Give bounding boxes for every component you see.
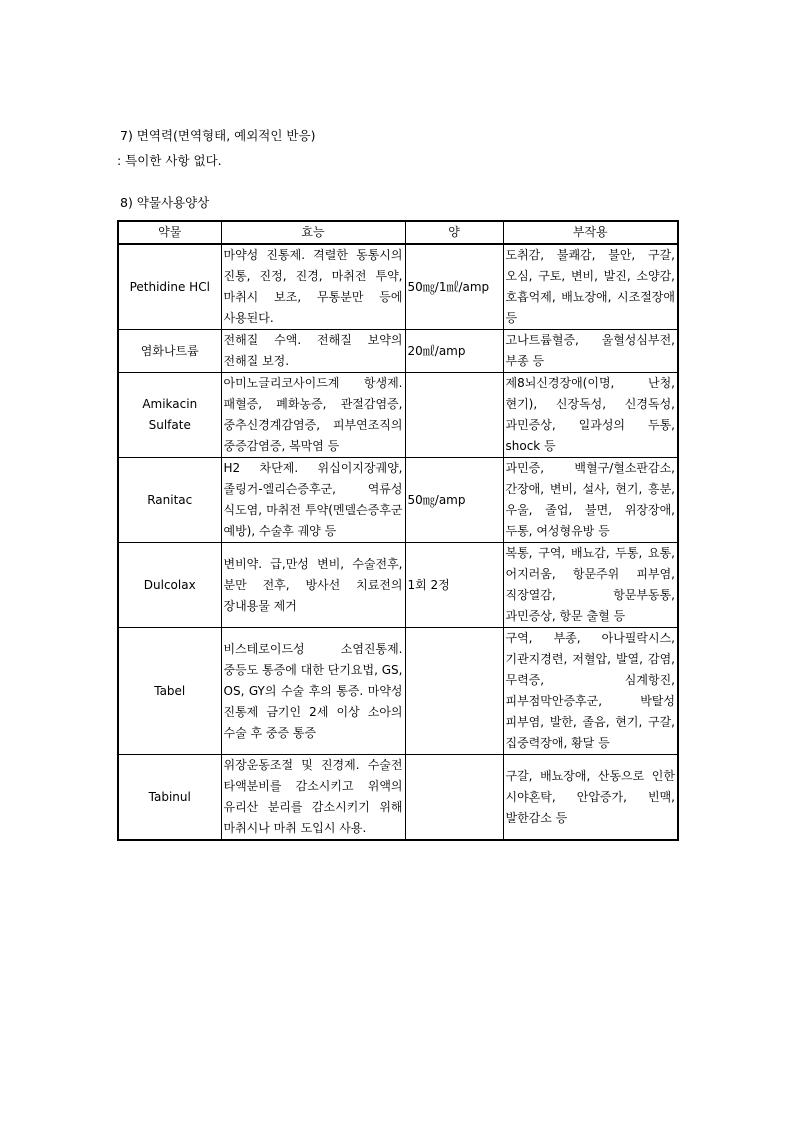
drug-amount: 50㎎/1㎖/amp: [405, 244, 503, 330]
drug-effect: H2 차단제. 위십이지장궤양, 졸링거-엘리슨증후군, 역류성 식도염, 마취전 투약(멘델슨증후군 예방), 수술후 궤양 등: [221, 458, 405, 543]
drug-side-effect: 도취감, 불쾌감, 불안, 구갈, 오심, 구토, 변비, 발진, 소양감, 호흡억제, 배뇨장애, 시조절장애 등: [503, 244, 678, 330]
drug-amount: 50㎎/amp: [405, 458, 503, 543]
drug-name: Pethidine HCl: [118, 244, 221, 330]
drug-amount: [405, 373, 503, 458]
drug-name: Amikacin Sulfate: [118, 373, 221, 458]
drug-amount: [405, 755, 503, 841]
header-drug: 약물: [118, 221, 221, 244]
drug-name: 염화나트륨: [118, 330, 221, 373]
header-side-effect: 부작용: [503, 221, 678, 244]
table-row: [118, 543, 678, 628]
section-7-title: 7) 면역력(면역형태, 예외적인 반응): [120, 128, 316, 143]
drug-effect: 비스테로이드성 소염진통제. 중등도 통증에 대한 단기요법, GS, OS, GY의 수술 후의 통증. 마약성 진통제 금기인 2세 이상 소아의 수술 후 중증 통증: [221, 628, 405, 755]
table-header-row: [118, 221, 678, 244]
drug-effect: 아미노글리코사이드계 항생제. 패혈증, 폐화농증, 관절감염증, 중추신경계감염증, 피부연조직의 중증감염증, 복막염 등: [221, 373, 405, 458]
drug-name: Tabinul: [118, 755, 221, 841]
drug-name: Tabel: [118, 628, 221, 755]
table-row: [118, 458, 678, 543]
table-row: [118, 628, 678, 755]
table-row: [118, 755, 678, 841]
drug-side-effect: 제8뇌신경장애(이명, 난청, 현기), 신장독성, 신경독성, 과민증상, 일과성의 두통, shock 등: [503, 373, 678, 458]
section-8-title: 8) 약물사용양상: [120, 195, 210, 210]
drug-side-effect: 복통, 구역, 배뇨감, 두통, 요통, 어지러움, 항문주위 피부염, 직장열감, 항문부동통, 과민증상, 항문 출혈 등: [503, 543, 678, 628]
drug-side-effect: 과민증, 백혈구/혈소판감소, 간장애, 변비, 설사, 현기, 흥분, 우울, 졸업, 불면, 위장장애, 두통, 여성형유방 등: [503, 458, 678, 543]
drug-effect: 전해질 수액. 전해질 보약의 전해질 보정.: [221, 330, 405, 373]
drug-effect: 마약성 진통제. 격렬한 동통시의 진통, 진정, 진경, 마취전 투약, 마취시 보조, 무통분만 등에 사용된다.: [221, 244, 405, 330]
drug-amount: [405, 628, 503, 755]
drug-amount: 20㎖/amp: [405, 330, 503, 373]
header-amount: 양: [405, 221, 503, 244]
drug-side-effect: 구역, 부종, 아나필락시스, 기관지경련, 저혈압, 발열, 감염, 무력증, 심계항진, 피부점막안증후군, 박탈성 피부염, 발한, 졸음, 현기, 구갈, 집중력장애, 황달 등: [503, 628, 678, 755]
drug-name: Ranitac: [118, 458, 221, 543]
drug-effect: 위장운동조절 및 진경제. 수술전 타액분비를 감소시키고 위액의 유리산 분리를 감소시키기 위해 마취시나 마취 도입시 사용.: [221, 755, 405, 841]
section-7-body: : 특이한 사항 없다.: [117, 153, 222, 168]
table-row: [118, 244, 678, 330]
table-row: [118, 330, 678, 373]
drug-side-effect: 고나트륨혈증, 울혈성심부전, 부종 등: [503, 330, 678, 373]
drug-usage-table: [117, 220, 679, 841]
header-effect: 효능: [221, 221, 405, 244]
drug-amount: 1회 2정: [405, 543, 503, 628]
drug-side-effect: 구갈, 배뇨장애, 산동으로 인한 시야혼탁, 안압증가, 빈맥, 발한감소 등: [503, 755, 678, 841]
table-row: [118, 373, 678, 458]
drug-effect: 변비약. 급,만성 변비, 수술전후, 분만 전후, 방사선 치료전의 장내용물 제거: [221, 543, 405, 628]
drug-name: Dulcolax: [118, 543, 221, 628]
